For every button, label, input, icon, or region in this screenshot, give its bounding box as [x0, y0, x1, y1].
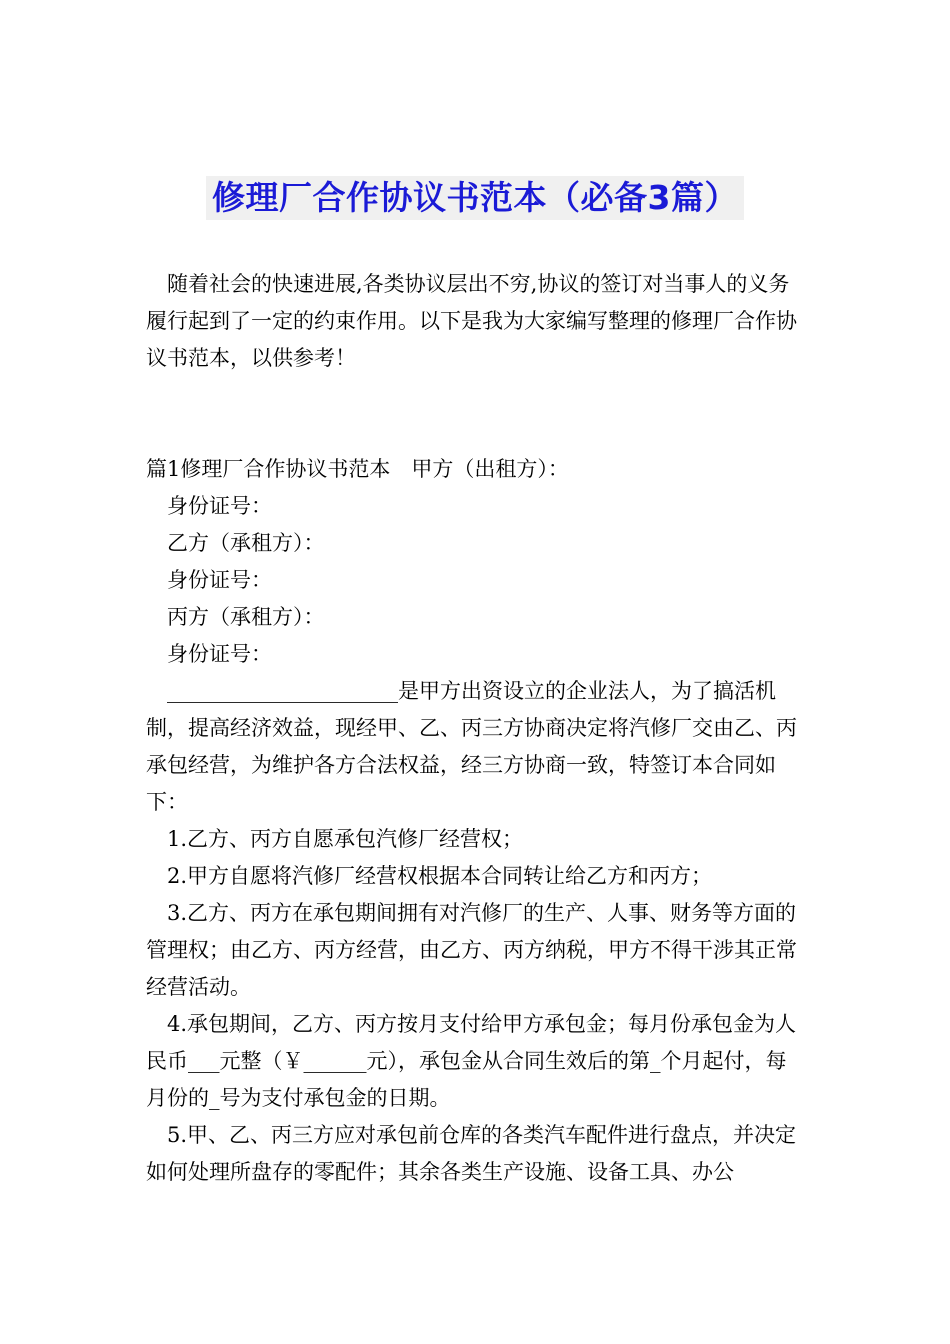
clause-4: 4.承包期间，乙方、丙方按月支付给甲方承包金；每月份承包金为人民币___元整（￥______元），承包金从合同生效后的第_个月起付，每月份的_号为支付承包金的日期。 — [146, 1012, 797, 1110]
document-title: 修理厂合作协议书范本（必备3篇） — [206, 176, 744, 220]
title-container — [0, 176, 950, 220]
intro-paragraph: 随着社会的快速进展,各类协议层出不穷,协议的签订对当事人的义务履行起到了一定的约束作用。以下是我为大家编写整理的修理厂合作协议书范本，以供参考！ — [146, 272, 797, 370]
clause-5: 5.甲、乙、丙三方应对承包前仓库的各类汽车配件进行盘点，并决定如何处理所盘存的零配件；其余各类生产设施、设备工具、办公 — [146, 1123, 797, 1184]
contract-body — [146, 451, 806, 1191]
preamble-paragraph: ______________________是甲方出资设立的企业法人，为了搞活机制，提高经济效益，现经甲、乙、丙三方协商决定将汽修厂交由乙、丙承包经营，为维护各方合法权益，经三方协商一致，特签订本合同如下： — [146, 679, 797, 814]
intro-block — [146, 266, 806, 377]
field-party-a-id: 身份证号： — [167, 494, 272, 518]
clause-2: 2.甲方自愿将汽修厂经营权根据本合同转让给乙方和丙方； — [167, 864, 713, 888]
field-party-b: 乙方（承租方）： — [167, 531, 325, 555]
field-party-c: 丙方（承租方）： — [167, 605, 325, 629]
section-heading: 篇1修理厂合作协议书范本 甲方（出租方）： — [146, 457, 569, 481]
field-party-b-id: 身份证号： — [167, 568, 272, 592]
field-party-c-id: 身份证号： — [167, 642, 272, 666]
clause-1: 1.乙方、丙方自愿承包汽修厂经营权； — [167, 827, 524, 851]
clause-3: 3.乙方、丙方在承包期间拥有对汽修厂的生产、人事、财务等方面的管理权；由乙方、丙方经营，由乙方、丙方纳税，甲方不得干涉其正常经营活动。 — [146, 901, 797, 999]
